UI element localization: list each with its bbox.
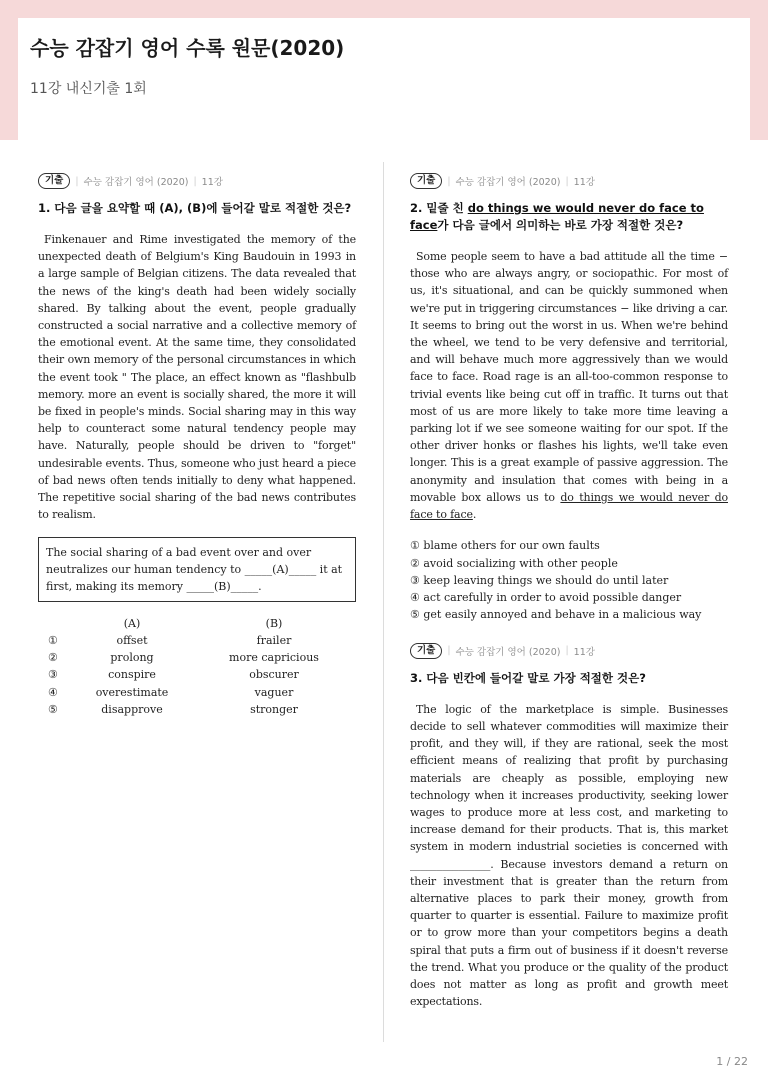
- source-lesson: 11강: [201, 177, 223, 188]
- document-title: 수능 감잡기 영어 수록 원문(2020): [30, 36, 345, 60]
- question-2-block: [410, 172, 728, 624]
- source-lesson: 11강: [573, 646, 595, 658]
- question-2-options: [410, 537, 728, 623]
- question-2-tag: 기출 | 수능 감잡기 영어 (2020) | 11강: [410, 172, 728, 190]
- passage-underlined-phrase: do things we would never do face to face: [410, 490, 728, 522]
- question-2-passage: Some people seem to have a bad attitude all the time − those who are always angry, or sociopathic. For most of us, it's situational, and can be quickly summoned when we're put in triggering circumstances − like driving a car. It seems to bring out the worst in us. When we're behind the wheel, we tend to be very defensive and territorial, and will behave much more aggressively than we would face to face. Road rage is an all-too-common response to trivial events like being cut off in traffic. It turns out that most of us are more likely to take more time leaving a parking lot if we see someone waiting for our spot. If the other driver honks or flashes his lights, we'll take even longer. This is a great example of passive aggression. The anonymity and insulation that comes with being in a movable box allows us to do things we would never do face to face.: [410, 250, 728, 522]
- source-book: 수능 감잡기 영어 (2020): [83, 177, 189, 188]
- answer-choices-table: [38, 614, 356, 718]
- question-2-prompt: 2. 밑줄 친 do things we would never do face to face가 다음 글에서 의미하는 바로 가장 적절한 것은?: [410, 201, 704, 232]
- question-1-block: [38, 172, 356, 718]
- option-item[interactable]: ① blame others for our own faults: [410, 539, 600, 553]
- source-book: 수능 감잡기 영어 (2020): [455, 646, 561, 658]
- source-badge: 기출: [38, 173, 70, 189]
- question-3-prompt: 3. 다음 빈칸에 들어갈 말로 가장 적절한 것은?: [410, 670, 646, 685]
- question-1-tag: 기출 | 수능 감잡기 영어 (2020) | 11강: [38, 172, 356, 190]
- choice-row[interactable]: ③ conspire obscurer: [48, 668, 299, 682]
- column-divider: [383, 162, 384, 1042]
- choice-row[interactable]: ④ overestimate vaguer: [48, 685, 294, 699]
- right-column: [410, 172, 728, 1010]
- choice-row[interactable]: ⑤ disapprove stronger: [48, 703, 298, 717]
- summary-box: The social sharing of a bad event over and over neutralizes our human tendency to _____(A)_____ it at first, making its memory _____(B)_____.: [38, 537, 356, 602]
- choices-header-row: [38, 614, 356, 631]
- question-3-block: [410, 642, 728, 1011]
- header-b: (B): [265, 616, 283, 630]
- prompt-underlined-phrase: do things we would never do face to face: [410, 201, 704, 232]
- choice-row[interactable]: ① offset frailer: [48, 633, 292, 647]
- source-badge: 기출: [410, 173, 442, 189]
- source-badge: 기출: [410, 643, 442, 659]
- page-number: 1 / 22: [716, 1055, 748, 1068]
- option-item[interactable]: ④ act carefully in order to avoid possible danger: [410, 591, 682, 605]
- document-subtitle: 11강 내신기출 1회: [30, 81, 147, 97]
- option-item[interactable]: ② avoid socializing with other people: [410, 556, 618, 570]
- question-3-tag: 기출 | 수능 감잡기 영어 (2020) | 11강: [410, 642, 728, 660]
- question-1-prompt: 1. 다음 글을 요약할 때 (A), (B)에 들어갈 말로 적절한 것은?: [38, 201, 352, 215]
- option-item[interactable]: ⑤ get easily annoyed and behave in a malicious way: [410, 608, 702, 622]
- header-a: (A): [123, 616, 141, 630]
- choice-row[interactable]: ② prolong more capricious: [48, 651, 319, 665]
- question-1-passage: Finkenauer and Rime investigated the memory of the unexpected death of Belgium's King Baudouin in 1993 in a large sample of Belgian citizens. The data revealed that the news of the king's death had been widely socially shared. By talking about the event, people gradually constructed a social narrative and a collective memory of the emotional event. At the same time, they consolidated their own memory of the personal circumstances in which the event took " The place, an effect known as "flashbulb memory. more an event is socially shared, the more it will be fixed in people's minds. Social sharing may in this way help to counteract some natural tendency people may have. Naturally, people should be driven to "forget" undesirable events. Thus, someone who just heard a piece of bad news often tends initially to deny what happened. The repetitive social sharing of the bad news contributes to realism.: [38, 233, 356, 522]
- question-3-passage: The logic of the marketplace is simple. Businesses decide to sell whatever commodities will maximize their profit, and they will, if they are rational, seek the most efficient means of realizing that profit by purchasing materials are cheaply as possible, employing new technology when it increases productivity, seeking lower wages to produce more at less cost, and marketing to increase demand for their products. That is, this market system in modern industrial societies is concerned with _______________. Because investors demand a return on their investment that is greater than the return from alternative places to park their money, growth from quarter to quarter is essential. Failure to maximize profit or to grow more than your competitors begins a death spiral that puts a firm out of business if it doesn't reverse the trend. What you produce or the quality of the product does not matter as long as profit and growth meet expectations.: [410, 702, 728, 1009]
- option-item[interactable]: ③ keep leaving things we should do until later: [410, 573, 669, 587]
- source-lesson: 11강: [573, 177, 595, 188]
- source-book: 수능 감잡기 영어 (2020): [455, 177, 561, 188]
